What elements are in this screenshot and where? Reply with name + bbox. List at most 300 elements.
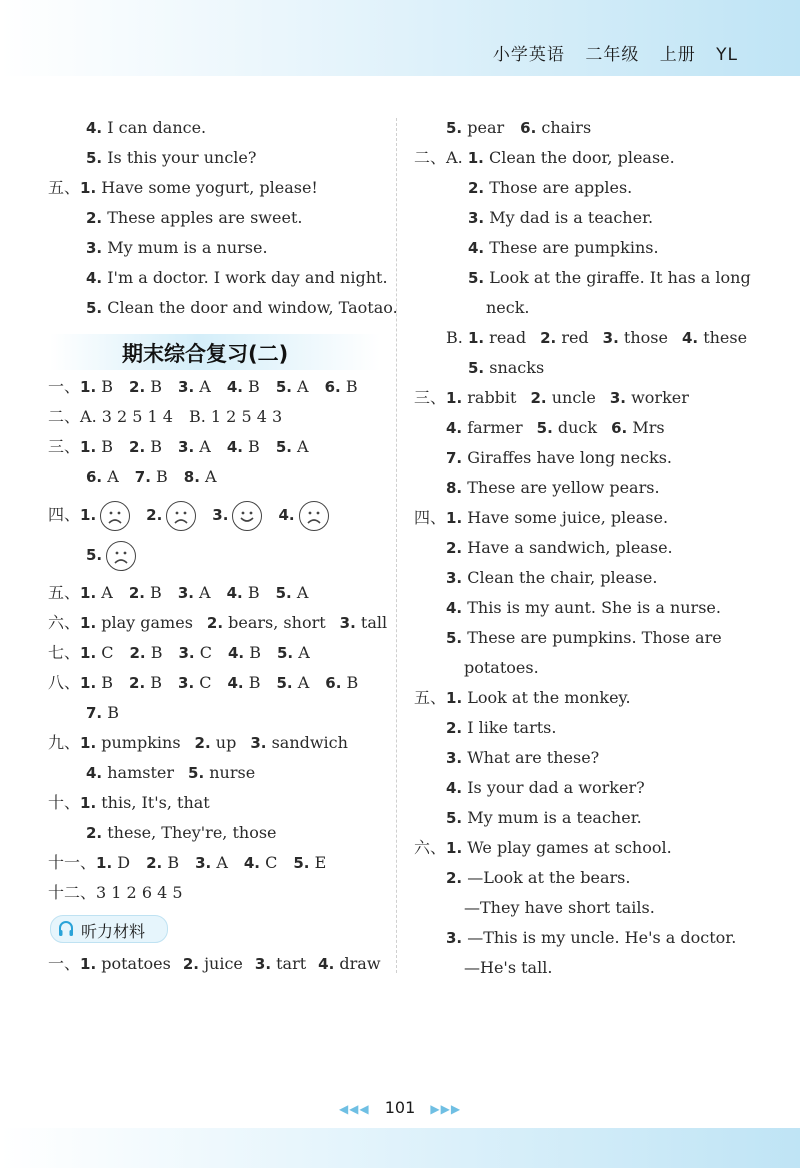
item-answer: These are yellow pears.: [467, 478, 660, 497]
answer-item: [446, 538, 673, 557]
answer-item: [446, 628, 722, 647]
item-answer: Clean the door, please.: [488, 148, 675, 167]
question-number: 五、: [414, 688, 447, 707]
answer-line-q9-cont: [86, 763, 255, 783]
answer-item: [446, 718, 556, 737]
sad-face-icon: [299, 501, 329, 531]
item-answer: juice: [204, 954, 243, 973]
answer-item: [244, 853, 277, 872]
item-number: 1.: [80, 734, 97, 752]
item-number: 6.: [324, 378, 341, 396]
item-answer: those: [623, 328, 668, 347]
item-answer: hamster: [107, 763, 175, 782]
answer-item: [80, 377, 113, 396]
answer-item: [446, 838, 672, 857]
item-number: 3.: [195, 854, 212, 872]
item-answer: red: [561, 328, 589, 347]
right-line: [468, 238, 659, 258]
item-number: 4.: [468, 239, 485, 257]
item-number: 4.: [681, 329, 699, 347]
item-answer: A: [199, 377, 211, 396]
question-number: 十二、: [48, 883, 97, 902]
answer-line-q4: [48, 500, 345, 531]
item-answer: Look at the giraffe. It has a long: [489, 268, 751, 287]
item-answer: B: [101, 673, 114, 692]
item-number: 4.: [446, 599, 463, 617]
item-answer: these: [703, 328, 748, 347]
answer-item: [80, 733, 181, 752]
right-line: [446, 448, 672, 468]
item-number: 5.: [468, 359, 485, 377]
question-number: 六、: [414, 838, 447, 857]
item-number: 2.: [129, 378, 146, 396]
item-number: 1.: [96, 854, 113, 872]
answer-item: [178, 377, 211, 396]
answer-line-q8-cont: [86, 703, 119, 723]
item-answer: neck.: [486, 298, 530, 317]
item-number: 3.: [178, 674, 195, 692]
right-line: [468, 208, 653, 228]
answer-item: [96, 853, 130, 872]
right-line: [446, 718, 556, 738]
answer-item: [86, 268, 388, 287]
question-number: 五、: [48, 583, 81, 602]
item-number: 4.: [318, 955, 335, 973]
item-answer: —They have short tails.: [464, 898, 655, 917]
item-answer: B: [107, 703, 119, 722]
right-line: [414, 688, 631, 708]
right-line: [446, 778, 645, 798]
item-number: 5.: [536, 419, 553, 437]
item-answer: B: [167, 853, 180, 872]
question-number: 二、: [414, 148, 447, 167]
item-number: 5.: [293, 854, 310, 872]
question-number: 三、: [414, 388, 447, 407]
answer-item: [603, 328, 668, 347]
answer-item: [129, 583, 162, 602]
answer-item: [250, 733, 348, 752]
item-number: 3.: [602, 329, 619, 347]
item-answer: Clean the door and window, Taotao.: [107, 298, 398, 317]
part-label: A.: [446, 148, 468, 167]
next-arrows-icon: ▶▶▶: [430, 1102, 462, 1116]
item-answer: up: [215, 733, 237, 752]
item-number: 2.: [129, 674, 146, 692]
answer-item: [80, 583, 113, 602]
answer-item: [276, 583, 309, 602]
listening-materials-tag: [50, 915, 168, 943]
answer-item: [468, 358, 544, 377]
item-answer: A: [216, 853, 228, 872]
part-label: B.: [446, 328, 468, 347]
answer-item: [183, 954, 243, 973]
question-number: 九、: [48, 733, 81, 752]
item-answer: A: [199, 583, 211, 602]
answer-item: [468, 268, 751, 287]
item-answer: B: [150, 643, 163, 662]
answer-item: [184, 467, 217, 486]
item-number: 1.: [80, 955, 97, 973]
item-number: 1.: [446, 839, 463, 857]
question-number: 四、: [414, 508, 447, 527]
question-number: 二、: [48, 407, 81, 426]
answer-item: [277, 643, 310, 662]
answer-item: [80, 178, 318, 197]
answer-item: [80, 793, 210, 812]
item-answer: A: [101, 583, 113, 602]
item-answer: C: [199, 643, 212, 662]
item-number: 6.: [325, 674, 342, 692]
answer-line: [86, 118, 206, 138]
answer-line: [48, 178, 318, 198]
item-number: 5.: [446, 629, 463, 647]
right-line: [446, 808, 642, 828]
item-number: 5.: [188, 764, 205, 782]
right-line: [446, 928, 736, 948]
item-answer: B: [150, 583, 162, 602]
item-answer: —He's tall.: [464, 958, 553, 977]
answer-item: [446, 928, 736, 947]
right-line: [446, 598, 721, 618]
answer-line: [86, 148, 256, 168]
answer-item: [80, 673, 113, 692]
item-number: 3.: [254, 955, 272, 973]
item-answer: sandwich: [271, 733, 348, 752]
right-line: [446, 328, 747, 348]
answer-item: [86, 298, 398, 317]
item-number: 1.: [446, 689, 463, 707]
item-number: 5.: [276, 644, 294, 662]
item-number: 7.: [86, 704, 103, 722]
answer-item: [446, 598, 721, 617]
answer-item: [537, 418, 597, 437]
right-line: [414, 508, 668, 528]
answer-item: [276, 437, 309, 456]
answer-b: B. 1 2 5 4 3: [188, 407, 283, 426]
item-answer: B: [346, 673, 359, 692]
footer-band: [0, 1128, 800, 1168]
answer-a: A. 3 2 5 1 4: [80, 407, 173, 426]
answer-line: [86, 208, 302, 228]
answer-item: [146, 853, 179, 872]
right-line-cont: [486, 298, 530, 318]
item-answer: rabbit: [467, 388, 517, 407]
listening-label: 听力材料: [81, 922, 146, 941]
answer-item: [179, 643, 212, 662]
answer-item: [86, 118, 206, 137]
question-number: 十、: [48, 793, 81, 812]
answer-item: [195, 733, 237, 752]
answer-item: [446, 478, 660, 497]
answer-item: [178, 673, 211, 692]
header-subject: 小学英语: [492, 45, 565, 65]
item-number: 5.: [275, 378, 292, 396]
item-answer: B: [248, 673, 261, 692]
answer-item: [468, 238, 659, 257]
answer-line-q10-cont: [86, 823, 277, 843]
item-number: 2.: [86, 209, 103, 227]
header-title: [479, 40, 738, 65]
page-number: 101: [384, 1098, 416, 1117]
item-answer: A: [297, 673, 310, 692]
item-number: 3.: [446, 749, 463, 767]
item-answer: Those are apples.: [489, 178, 633, 197]
item-answer: play games: [101, 613, 193, 632]
question-number: 七、: [48, 643, 81, 662]
item-number: 2.: [446, 719, 463, 737]
answer-item: [86, 763, 174, 782]
right-line: [446, 628, 722, 648]
item-number: 5.: [446, 119, 463, 137]
sad-face-icon: [166, 501, 196, 531]
right-line: [446, 478, 660, 498]
answer-item: [80, 643, 113, 662]
answer-line-q5: [48, 583, 308, 603]
answer-item: [227, 437, 260, 456]
item-number: 3.: [178, 644, 195, 662]
item-number: 1.: [80, 179, 97, 197]
right-line: [414, 838, 672, 858]
answer-item: [227, 583, 260, 602]
answer-item: [228, 673, 261, 692]
item-answer: These are pumpkins.: [489, 238, 659, 257]
right-line-cont: [464, 898, 655, 918]
item-number: 4.: [243, 854, 261, 872]
item-answer: A: [297, 377, 309, 396]
answer-item: [446, 388, 516, 407]
item-answer: Have some yogurt, please!: [101, 178, 318, 197]
item-answer: B: [248, 377, 260, 396]
answer-item: [86, 208, 302, 227]
item-answer: pear: [467, 118, 505, 137]
right-line: [446, 418, 665, 438]
item-number: 2.: [530, 389, 547, 407]
answer-line-q11: [48, 853, 326, 873]
item-number: 4.: [226, 438, 243, 456]
question-number: 六、: [48, 613, 81, 632]
answer-item: [86, 467, 119, 486]
item-answer: B: [101, 377, 114, 396]
item-number: 4.: [278, 506, 295, 524]
item-number: 3.: [609, 389, 626, 407]
question-number: 八、: [48, 673, 81, 692]
answer-item: [530, 388, 595, 407]
answer-item: [130, 643, 163, 662]
item-number: 5.: [275, 584, 292, 602]
item-number: 1.: [467, 149, 484, 167]
item-number: 8.: [183, 468, 200, 486]
item-number: 5.: [275, 438, 292, 456]
answer-item: [178, 437, 211, 456]
item-answer: worker: [631, 388, 689, 407]
answer-item: [520, 118, 591, 137]
item-answer: I'm a doctor. I work day and night.: [107, 268, 388, 287]
section-title: 期末综合复习(二): [122, 342, 289, 366]
item-number: 2.: [206, 614, 224, 632]
answer-item: [80, 437, 113, 456]
item-answer: E: [314, 853, 327, 872]
question-number: 五、: [48, 178, 81, 197]
item-number: 5.: [446, 809, 463, 827]
section-title-band: [50, 334, 380, 370]
item-number: 3.: [212, 506, 229, 524]
item-answer: farmer: [467, 418, 523, 437]
question-number: 一、: [48, 954, 81, 973]
answer-item: [318, 954, 380, 973]
item-answer: duck: [557, 418, 598, 437]
item-number: 1.: [467, 329, 485, 347]
sad-face-icon: [100, 501, 130, 531]
item-number: 1.: [80, 378, 97, 396]
answer-line: [86, 238, 268, 258]
item-answer: Mrs: [632, 418, 665, 437]
item-answer: B: [150, 377, 163, 396]
item-answer: B: [150, 673, 163, 692]
item-number: 2.: [128, 584, 145, 602]
item-number: 4.: [227, 644, 245, 662]
item-number: 3.: [339, 614, 356, 632]
answer-item: [446, 778, 645, 797]
item-answer: This is my aunt. She is a nurse.: [467, 598, 721, 617]
item-number: 2.: [182, 955, 199, 973]
prev-arrows-icon: ◀◀◀: [338, 1102, 370, 1116]
right-line: [446, 568, 657, 588]
answer-item: [446, 748, 599, 767]
answer-item: [178, 583, 211, 602]
item-answer: Have a sandwich, please.: [467, 538, 673, 557]
answer-item: [611, 418, 664, 437]
item-answer: B: [248, 437, 260, 456]
item-answer: Is your dad a worker?: [467, 778, 645, 797]
item-number: 5.: [86, 149, 103, 167]
answer-item: [325, 377, 358, 396]
answer-item: [446, 118, 504, 137]
answer-item: [468, 178, 632, 197]
answer-item: [80, 613, 193, 632]
item-number: 6.: [520, 119, 537, 137]
item-answer: potatoes: [101, 954, 171, 973]
right-line: [446, 748, 599, 768]
answer-item: [86, 148, 256, 167]
item-answer: My dad is a teacher.: [489, 208, 654, 227]
answer-line-q3-cont: [86, 467, 217, 487]
item-number: 2.: [468, 179, 485, 197]
item-answer: Clean the chair, please.: [467, 568, 658, 587]
answer-item: [129, 437, 162, 456]
right-line: [468, 358, 544, 378]
answer-line: [86, 268, 388, 288]
item-number: 1.: [80, 614, 97, 632]
item-answer: My mum is a nurse.: [107, 238, 268, 257]
item-answer: A: [199, 437, 211, 456]
answer-item: [468, 148, 675, 167]
item-answer: this, It's, that: [101, 793, 210, 812]
page-footer: [0, 1098, 800, 1117]
answer-item: [446, 418, 523, 437]
item-answer: I can dance.: [107, 118, 207, 137]
listening-line-q1: [48, 954, 381, 974]
answer-item: [446, 868, 630, 887]
item-number: 4.: [86, 764, 103, 782]
item-number: 4.: [227, 674, 244, 692]
question-number: 一、: [48, 377, 81, 396]
answer-line-q7: [48, 643, 310, 663]
answer-item: [682, 328, 747, 347]
item-number: 5.: [276, 674, 293, 692]
item-answer: bears, short: [228, 613, 326, 632]
right-line: [414, 148, 675, 168]
item-answer: We play games at school.: [467, 838, 672, 857]
item-number: 4.: [446, 419, 463, 437]
answer-line-q9: [48, 733, 348, 753]
answer-line-q12: [48, 883, 183, 903]
answer-item: [446, 568, 657, 587]
item-answer: B: [101, 437, 114, 456]
column-divider: [396, 118, 397, 973]
item-answer: My mum is a teacher.: [467, 808, 642, 827]
item-answer: draw: [339, 954, 381, 973]
answer-item: [86, 238, 268, 257]
item-number: 8.: [446, 479, 463, 497]
header-edition: YL: [716, 45, 738, 65]
item-number: 4.: [446, 779, 463, 797]
item-number: 4.: [226, 584, 243, 602]
answer-item: [468, 208, 653, 227]
answer-item: [446, 808, 642, 827]
item-answer: chairs: [541, 118, 592, 137]
right-line-cont: [464, 958, 552, 978]
answer-item: [135, 467, 168, 486]
item-number: 2.: [446, 539, 463, 557]
item-number: 2.: [129, 644, 146, 662]
answer-item: [227, 377, 260, 396]
answer-item: [277, 673, 310, 692]
answer-item: [446, 688, 631, 707]
sad-face-icon: [106, 541, 136, 571]
right-line: [446, 538, 673, 558]
answer-item: [207, 613, 326, 632]
right-line: [468, 268, 751, 288]
item-answer: B: [249, 643, 261, 662]
item-number: 5.: [86, 299, 103, 317]
answer-item: [446, 508, 668, 527]
item-answer: uncle: [551, 388, 596, 407]
item-answer: —Look at the bears.: [467, 868, 631, 887]
answer-line-q4-cont: [86, 540, 152, 571]
item-number: 5.: [468, 269, 485, 287]
answer-item: [340, 613, 387, 632]
item-answer: A: [107, 467, 119, 486]
question-number: 三、: [48, 437, 81, 456]
answer-line-q8: [48, 673, 358, 693]
item-answer: B: [345, 377, 358, 396]
item-answer: C: [101, 643, 114, 662]
item-answer: tall: [360, 613, 388, 632]
item-number: 1.: [80, 438, 97, 456]
answer-item: [129, 377, 162, 396]
item-answer: snacks: [489, 358, 545, 377]
item-answer: Is this your uncle?: [107, 148, 257, 167]
item-number: 2.: [540, 329, 557, 347]
item-answer: B: [247, 583, 260, 602]
item-number: 1.: [80, 644, 97, 662]
answer-item: [276, 377, 309, 396]
item-number: 4.: [226, 378, 243, 396]
item-answer: A: [297, 437, 309, 456]
answer-line: [86, 298, 398, 318]
right-line-cont: [464, 658, 539, 678]
answer-item: [325, 673, 358, 692]
